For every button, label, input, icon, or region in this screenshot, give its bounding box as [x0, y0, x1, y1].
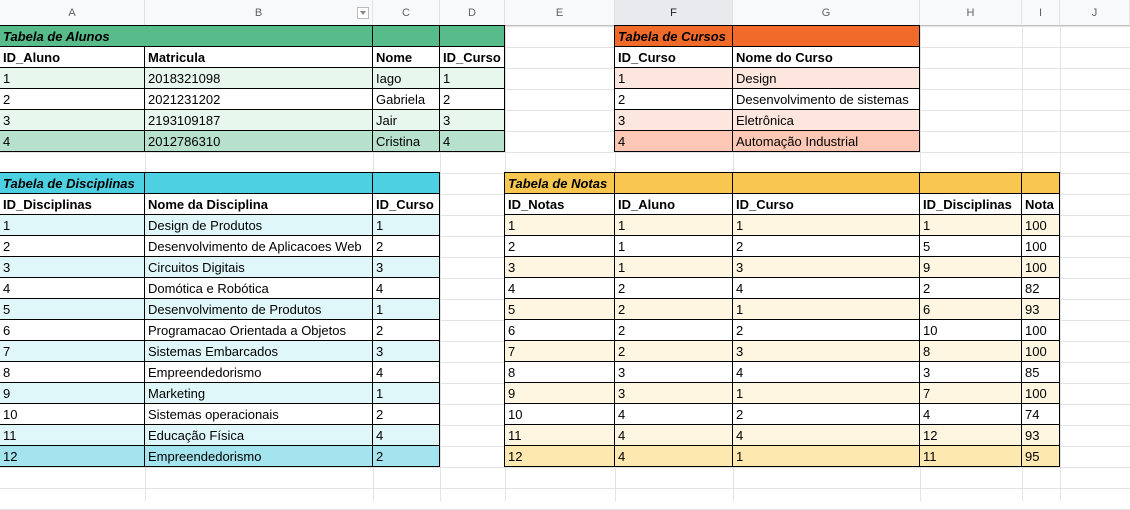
notas-header-id-aluno[interactable]: ID_Aluno — [614, 193, 733, 215]
notas-cell[interactable]: 100 — [1021, 382, 1060, 404]
alunos-cell[interactable]: 3 — [439, 109, 505, 131]
disciplinas-cell[interactable]: 11 — [0, 424, 145, 446]
notas-cell[interactable]: 2 — [919, 277, 1022, 299]
disciplinas-cell[interactable]: Empreendedorismo — [144, 445, 373, 467]
cursos-title-fill[interactable] — [732, 25, 920, 47]
disciplinas-cell[interactable]: 9 — [0, 382, 145, 404]
notas-cell[interactable]: 3 — [614, 382, 733, 404]
notas-cell[interactable]: 6 — [504, 319, 615, 341]
notas-cell[interactable]: 8 — [504, 361, 615, 383]
disciplinas-cell[interactable]: 1 — [372, 214, 440, 236]
notas-cell[interactable]: 100 — [1021, 235, 1060, 257]
notas-cell[interactable]: 93 — [1021, 424, 1060, 446]
notas-cell[interactable]: 4 — [732, 361, 920, 383]
disciplinas-cell[interactable]: 4 — [372, 361, 440, 383]
notas-cell[interactable]: 82 — [1021, 277, 1060, 299]
alunos-header-matricula[interactable]: Matricula — [144, 46, 373, 68]
notas-cell[interactable]: 3 — [919, 361, 1022, 383]
disciplinas-header-nome-da-disciplina[interactable]: Nome da Disciplina — [144, 193, 373, 215]
disciplinas-header-id-curso[interactable]: ID_Curso — [372, 193, 440, 215]
column-header-e[interactable]: E — [505, 0, 615, 26]
notas-title[interactable]: Tabela de Notas — [504, 172, 615, 194]
column-header-b[interactable]: B — [145, 0, 373, 26]
notas-cell[interactable]: 1 — [919, 214, 1022, 236]
alunos-title-fill[interactable] — [439, 25, 505, 47]
notas-header-id-disciplinas[interactable]: ID_Disciplinas — [919, 193, 1022, 215]
alunos-cell[interactable]: 2 — [0, 88, 145, 110]
row-gridline — [0, 152, 1130, 153]
notas-cell[interactable]: 4 — [614, 445, 733, 467]
disciplinas-cell[interactable]: Empreendedorismo — [144, 361, 373, 383]
disciplinas-cell[interactable]: 4 — [372, 277, 440, 299]
column-header-i[interactable]: I — [1022, 0, 1060, 26]
disciplinas-cell[interactable]: Domótica e Robótica — [144, 277, 373, 299]
cursos-cell[interactable]: 3 — [614, 109, 733, 131]
notas-cell[interactable]: 10 — [919, 319, 1022, 341]
notas-cell[interactable]: 2 — [614, 277, 733, 299]
disciplinas-cell[interactable]: 4 — [0, 277, 145, 299]
row-gridline — [0, 467, 1130, 468]
alunos-cell[interactable]: 2193109187 — [144, 109, 373, 131]
disciplinas-cell[interactable]: Desenvolvimento de Produtos — [144, 298, 373, 320]
notas-cell[interactable]: 7 — [919, 382, 1022, 404]
notas-cell[interactable]: 2 — [732, 403, 920, 425]
alunos-cell[interactable]: Gabriela — [372, 88, 440, 110]
alunos-header-nome[interactable]: Nome — [372, 46, 440, 68]
alunos-cell[interactable]: 2 — [439, 88, 505, 110]
notas-cell[interactable]: 9 — [504, 382, 615, 404]
notas-title-fill[interactable] — [732, 172, 920, 194]
notas-cell[interactable]: 1 — [614, 214, 733, 236]
disciplinas-cell[interactable]: 6 — [0, 319, 145, 341]
disciplinas-cell[interactable]: 3 — [372, 256, 440, 278]
notas-cell[interactable]: 1 — [614, 235, 733, 257]
disciplinas-cell[interactable]: Programacao Orientada a Objetos — [144, 319, 373, 341]
disciplinas-title-fill[interactable] — [144, 172, 373, 194]
disciplinas-cell[interactable]: Sistemas operacionais — [144, 403, 373, 425]
notas-cell[interactable]: 4 — [732, 424, 920, 446]
alunos-cell[interactable]: 1 — [0, 67, 145, 89]
notas-cell[interactable]: 1 — [732, 214, 920, 236]
disciplinas-cell[interactable]: 4 — [372, 424, 440, 446]
notas-cell[interactable]: 3 — [732, 256, 920, 278]
notas-cell[interactable]: 4 — [504, 277, 615, 299]
disciplinas-cell[interactable]: 2 — [372, 445, 440, 467]
alunos-cell[interactable]: 2018321098 — [144, 67, 373, 89]
notas-cell[interactable]: 4 — [614, 424, 733, 446]
cursos-cell[interactable]: 2 — [614, 88, 733, 110]
disciplinas-cell[interactable]: 8 — [0, 361, 145, 383]
cursos-title[interactable]: Tabela de Cursos — [614, 25, 733, 47]
disciplinas-title-fill[interactable] — [372, 172, 440, 194]
disciplinas-cell[interactable]: 1 — [372, 382, 440, 404]
notas-cell[interactable]: 5 — [919, 235, 1022, 257]
disciplinas-title[interactable]: Tabela de Disciplinas — [0, 172, 145, 194]
disciplinas-cell[interactable]: Sistemas Embarcados — [144, 340, 373, 362]
notas-cell[interactable]: 11 — [504, 424, 615, 446]
disciplinas-cell[interactable]: Design de Produtos — [144, 214, 373, 236]
disciplinas-cell[interactable]: 1 — [0, 214, 145, 236]
notas-cell[interactable]: 3 — [732, 340, 920, 362]
column-header-f[interactable]: F — [615, 0, 733, 26]
alunos-cell[interactable]: 4 — [0, 130, 145, 152]
notas-cell[interactable]: 7 — [504, 340, 615, 362]
disciplinas-cell[interactable]: 10 — [0, 403, 145, 425]
disciplinas-cell[interactable]: 2 — [372, 235, 440, 257]
notas-header-nota[interactable]: Nota — [1021, 193, 1060, 215]
column-header-h[interactable]: H — [920, 0, 1022, 26]
disciplinas-cell[interactable]: 7 — [0, 340, 145, 362]
cursos-cell[interactable]: Desenvolvimento de sistemas — [732, 88, 920, 110]
notas-cell[interactable]: 1 — [614, 256, 733, 278]
notas-cell[interactable]: 74 — [1021, 403, 1060, 425]
notas-cell[interactable]: 2 — [732, 235, 920, 257]
disciplinas-cell[interactable]: Educação Física — [144, 424, 373, 446]
notas-cell[interactable]: 100 — [1021, 214, 1060, 236]
notas-cell[interactable]: 3 — [504, 256, 615, 278]
notas-cell[interactable]: 93 — [1021, 298, 1060, 320]
column-header-g[interactable]: G — [733, 0, 920, 26]
row-gridline — [0, 488, 1130, 489]
alunos-title[interactable]: Tabela de Alunos — [0, 25, 373, 47]
notas-cell[interactable]: 100 — [1021, 256, 1060, 278]
notas-cell[interactable]: 10 — [504, 403, 615, 425]
notas-cell[interactable]: 2 — [614, 340, 733, 362]
alunos-cell[interactable]: 2021231202 — [144, 88, 373, 110]
notas-cell[interactable]: 1 — [732, 445, 920, 467]
notas-header-id-notas[interactable]: ID_Notas — [504, 193, 615, 215]
notas-cell[interactable]: 100 — [1021, 340, 1060, 362]
alunos-title-fill[interactable] — [372, 25, 440, 47]
notas-cell[interactable]: 100 — [1021, 319, 1060, 341]
alunos-cell[interactable]: 1 — [439, 67, 505, 89]
column-header-j[interactable]: J — [1060, 0, 1130, 26]
alunos-header-id-curso[interactable]: ID_Curso — [439, 46, 505, 68]
alunos-cell[interactable]: Jair — [372, 109, 440, 131]
notas-cell[interactable]: 4 — [732, 277, 920, 299]
alunos-cell[interactable]: Cristina — [372, 130, 440, 152]
cursos-header-id-curso[interactable]: ID_Curso — [614, 46, 733, 68]
cursos-cell[interactable]: Eletrônica — [732, 109, 920, 131]
notas-cell[interactable]: 1 — [504, 214, 615, 236]
notas-cell[interactable]: 4 — [614, 403, 733, 425]
notas-cell[interactable]: 3 — [614, 361, 733, 383]
alunos-cell[interactable]: 4 — [439, 130, 505, 152]
column-header-d[interactable]: D — [440, 0, 505, 26]
notas-cell[interactable]: 2 — [732, 319, 920, 341]
notas-cell[interactable]: 2 — [504, 235, 615, 257]
alunos-cell[interactable]: Iago — [372, 67, 440, 89]
alunos-cell[interactable]: 3 — [0, 109, 145, 131]
cursos-cell[interactable]: Design — [732, 67, 920, 89]
disciplinas-header-id-disciplinas[interactable]: ID_Disciplinas — [0, 193, 145, 215]
notas-cell[interactable]: 2 — [614, 319, 733, 341]
notas-cell[interactable]: 12 — [504, 445, 615, 467]
disciplinas-cell[interactable]: 1 — [372, 298, 440, 320]
disciplinas-cell[interactable]: Marketing — [144, 382, 373, 404]
disciplinas-cell[interactable]: 2 — [372, 319, 440, 341]
column-header-a[interactable]: A — [0, 0, 145, 26]
notas-cell[interactable]: 85 — [1021, 361, 1060, 383]
column-header-c[interactable]: C — [373, 0, 440, 26]
notas-title-fill[interactable] — [1021, 172, 1060, 194]
cursos-header-nome-do-curso[interactable]: Nome do Curso — [732, 46, 920, 68]
notas-header-id-curso[interactable]: ID_Curso — [732, 193, 920, 215]
disciplinas-cell[interactable]: 2 — [372, 403, 440, 425]
notas-cell[interactable]: 1 — [732, 382, 920, 404]
disciplinas-cell[interactable]: Desenvolvimento de Aplicacoes Web — [144, 235, 373, 257]
notas-cell[interactable]: 2 — [614, 298, 733, 320]
notas-cell[interactable]: 11 — [919, 445, 1022, 467]
disciplinas-cell[interactable]: 3 — [0, 256, 145, 278]
alunos-cell[interactable]: 2012786310 — [144, 130, 373, 152]
disciplinas-cell[interactable]: 12 — [0, 445, 145, 467]
cursos-cell[interactable]: 1 — [614, 67, 733, 89]
disciplinas-cell[interactable]: Circuitos Digitais — [144, 256, 373, 278]
disciplinas-cell[interactable]: 2 — [0, 235, 145, 257]
notas-cell[interactable]: 4 — [919, 403, 1022, 425]
column-gridline — [1060, 26, 1061, 501]
disciplinas-cell[interactable]: 5 — [0, 298, 145, 320]
notas-cell[interactable]: 9 — [919, 256, 1022, 278]
cursos-cell[interactable]: 4 — [614, 130, 733, 152]
notas-cell[interactable]: 8 — [919, 340, 1022, 362]
disciplinas-cell[interactable]: 3 — [372, 340, 440, 362]
cursos-cell[interactable]: Automação Industrial — [732, 130, 920, 152]
notas-cell[interactable]: 12 — [919, 424, 1022, 446]
notas-cell[interactable]: 1 — [732, 298, 920, 320]
notas-title-fill[interactable] — [614, 172, 733, 194]
notas-cell[interactable]: 95 — [1021, 445, 1060, 467]
notas-cell[interactable]: 5 — [504, 298, 615, 320]
alunos-header-id-aluno[interactable]: ID_Aluno — [0, 46, 145, 68]
filter-dropdown-icon[interactable] — [357, 7, 369, 19]
notas-cell[interactable]: 6 — [919, 298, 1022, 320]
notas-title-fill[interactable] — [919, 172, 1022, 194]
